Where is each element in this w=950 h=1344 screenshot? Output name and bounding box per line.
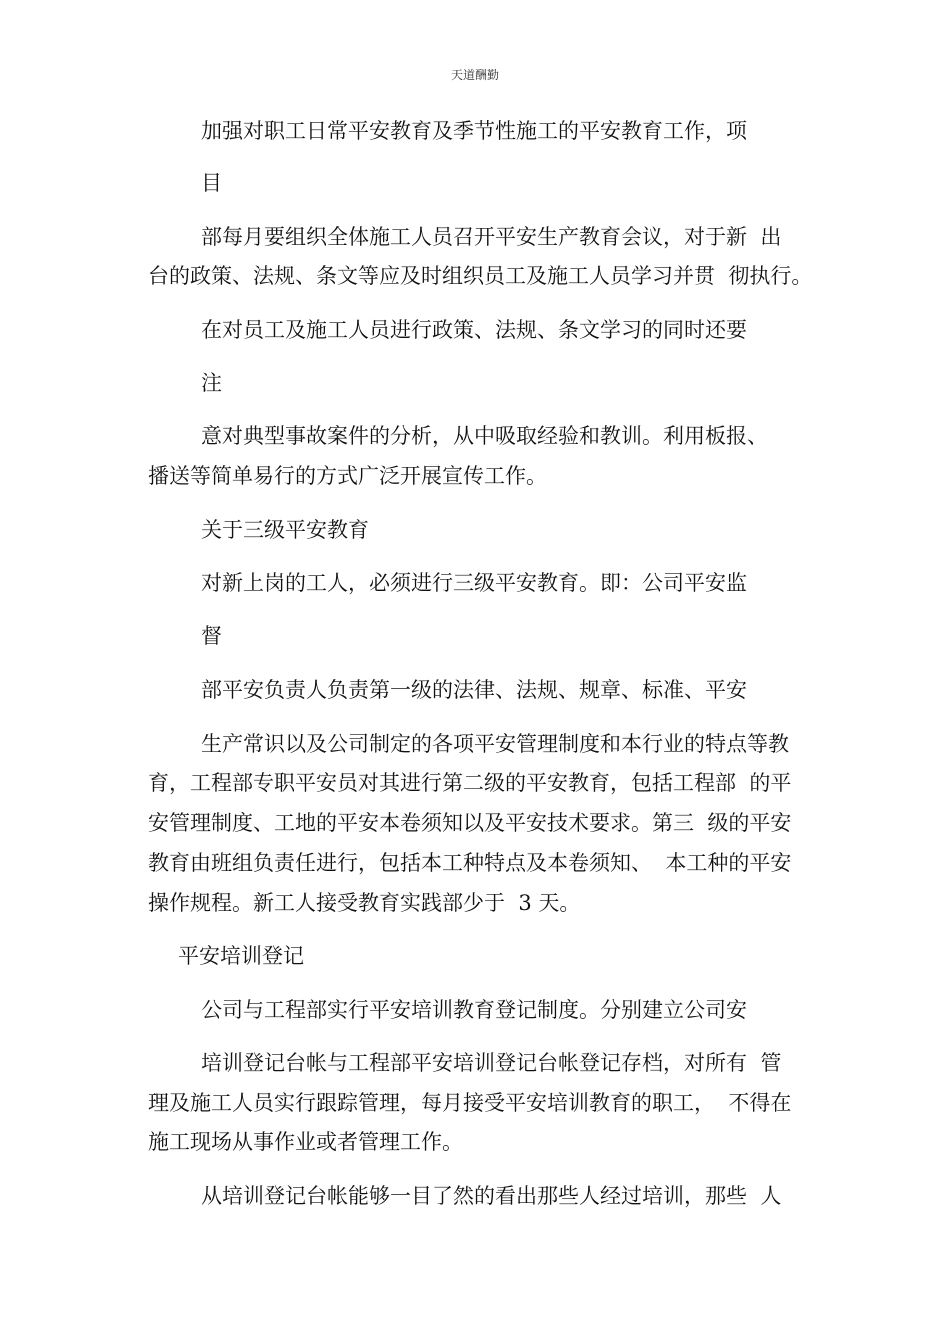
section-heading: 关于三级平安教育: [201, 518, 369, 542]
text-line: 加强对职工日常平安教育及季节性施工的平安教育工作，项: [201, 119, 747, 143]
text-line: 在对员工及施工人员进行政策、法规、条文学习的同时还要: [201, 318, 747, 342]
text-line: 对新上岗的工人，必须进行三级平安教育。即：公司平安监: [201, 571, 747, 595]
text-line: 操作规程。新工人接受教育实践部少于 3 天。: [148, 891, 581, 915]
text-line: 目: [201, 171, 222, 195]
section-heading: 平安培训登记: [178, 944, 304, 968]
text-line: 安管理制度、工地的平安本卷须知以及平安技术要求。第三 级的平安: [148, 811, 792, 835]
page-header: 天道酬勤: [450, 68, 499, 82]
text-line: 从培训登记台帐能够一目了然的看出那些人经过培训，那些 人: [201, 1184, 782, 1208]
text-line: 教育由班组负责任进行，包括本工种特点及本卷须知、 本工种的平安: [148, 851, 792, 875]
text-line: 播送等简单易行的方式广泛开展宣传工作。: [148, 464, 547, 488]
text-line: 生产常识以及公司制定的各项平安管理制度和本行业的特点等教: [201, 732, 789, 756]
text-line: 督: [201, 624, 222, 648]
text-line: 部每月要组织全体施工人员召开平安生产教育会议，对于新 出: [201, 225, 782, 249]
text-line: 意对典型事故案件的分析，从中吸取经验和教训。利用板报、: [201, 424, 768, 448]
text-line: 注: [201, 371, 222, 395]
text-line: 理及施工人员实行跟踪管理，每月接受平安培训教育的职工， 不得在: [148, 1091, 792, 1115]
text-line: 部平安负责人负责第一级的法律、法规、规章、标准、平安: [201, 678, 747, 702]
text-line: 育，工程部专职平安员对其进行第二级的平安教育，包括工程部 的平: [148, 771, 792, 795]
text-line: 公司与工程部实行平安培训教育登记制度。分别建立公司安: [201, 998, 747, 1022]
text-line: 施工现场从事作业或者管理工作。: [148, 1130, 463, 1154]
text-line: 台的政策、法规、条文等应及时组织员工及施工人员学习并贯 彻执行。: [148, 264, 813, 288]
text-line: 培训登记台帐与工程部平安培训登记台帐登记存档，对所有 管: [201, 1051, 782, 1075]
